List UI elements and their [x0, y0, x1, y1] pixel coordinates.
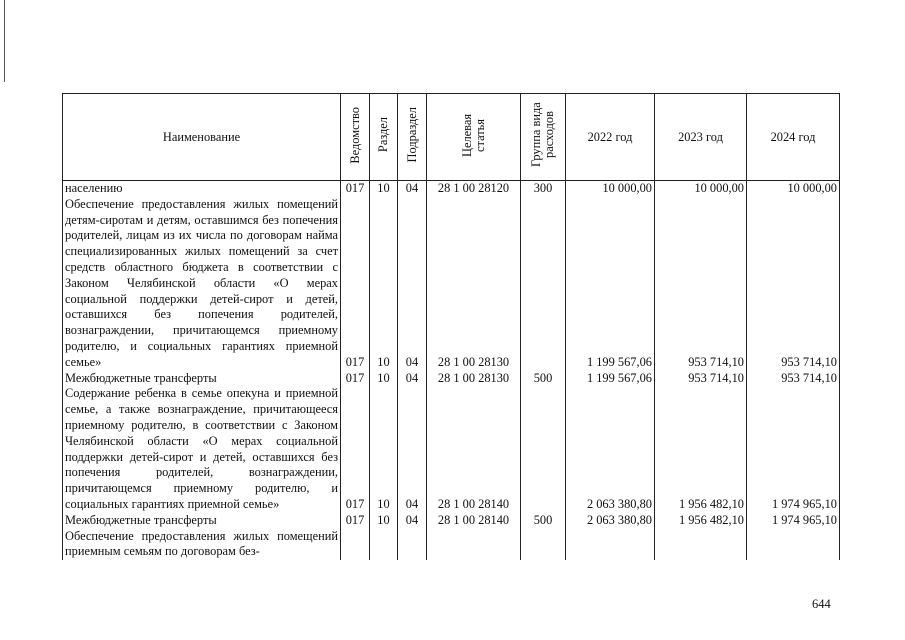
cell-2022: 1 199 567,06 — [566, 371, 655, 387]
budget-table — [62, 93, 840, 560]
cell-2024: 953 714,10 — [747, 371, 840, 387]
cell-target-article — [427, 529, 521, 561]
page-number: 644 — [812, 597, 831, 611]
table-row — [63, 197, 840, 371]
cell-2024: 10 000,00 — [747, 181, 840, 197]
cell-2022: 2 063 380,80 — [566, 513, 655, 529]
cell-name: Обеспечение предоставления жилых помещений приемным семьям по договорам без- — [63, 529, 341, 561]
cell-podrazdel: 04 — [398, 181, 427, 197]
table-row — [63, 386, 840, 512]
header-2022: 2022 год — [566, 94, 655, 181]
cell-target-article: 28 1 00 28140 — [427, 513, 521, 529]
cell-podrazdel: 04 — [398, 371, 427, 387]
cell-target-article: 28 1 00 28120 — [427, 181, 521, 197]
cell-vedomstvo: 017 — [341, 181, 370, 197]
cell-2023 — [655, 529, 747, 561]
cell-razdel: 10 — [370, 197, 398, 371]
cell-vedomstvo: 017 — [341, 371, 370, 387]
cell-name: Содержание ребенка в семье опекуна и приемной семье, а также вознаграждение, причитающееся приемному родителю, в соответствии с Законом Челябинской области «О мерах социальной поддержки детей-сирот и детей, оставшихся без попечения родителей, вознаграждении, причитающемся приемному родителю, и социальных гарантиях приемной семье» — [63, 386, 341, 512]
cell-razdel: 10 — [370, 371, 398, 387]
cell-name: Межбюджетные трансферты — [63, 371, 341, 387]
header-expense-group: Группа вида расходов — [521, 94, 566, 181]
cell-expense-group: 500 — [521, 371, 566, 387]
cell-expense-group — [521, 386, 566, 512]
cell-target-article: 28 1 00 28130 — [427, 371, 521, 387]
header-razdel: Раздел — [370, 94, 398, 181]
cell-2024: 1 974 965,10 — [747, 513, 840, 529]
cell-2024: 1 974 965,10 — [747, 386, 840, 512]
table-row — [63, 371, 840, 387]
header-vedomstvo: Ведомство — [341, 94, 370, 181]
cell-razdel: 10 — [370, 181, 398, 197]
header-name: Наименование — [63, 94, 341, 181]
cell-expense-group — [521, 197, 566, 371]
cell-podrazdel: 04 — [398, 386, 427, 512]
cell-podrazdel: 04 — [398, 513, 427, 529]
cell-2022: 1 199 567,06 — [566, 197, 655, 371]
header-podrazdel: Подраздел — [398, 94, 427, 181]
cell-2024: 953 714,10 — [747, 197, 840, 371]
cell-podrazdel — [398, 529, 427, 561]
table-header-row — [63, 94, 840, 181]
table-row — [63, 529, 840, 561]
cell-2023: 953 714,10 — [655, 371, 747, 387]
header-target-article: Целевая статья — [427, 94, 521, 181]
cell-expense-group: 300 — [521, 181, 566, 197]
cell-name: Обеспечение предоставления жилых помещений детям-сиротам и детям, оставшимся без попечения родителей, лицам из их числа по договорам найма специализированных жилых помещений за счет средств областного бюджета в соответствии с Законом Челябинской области «О мерах социальной поддержки детей-сирот и детей, оставшихся без попечения родителей, вознаграждении, причитающемся приемному родителю, и социальных гарантиях приемной семье» — [63, 197, 341, 371]
cell-2022: 2 063 380,80 — [566, 386, 655, 512]
cell-2024 — [747, 529, 840, 561]
cell-2022: 10 000,00 — [566, 181, 655, 197]
cell-vedomstvo: 017 — [341, 513, 370, 529]
table-body — [63, 181, 840, 561]
table-row — [63, 181, 840, 197]
cell-2023: 953 714,10 — [655, 197, 747, 371]
cell-2023: 10 000,00 — [655, 181, 747, 197]
cell-target-article: 28 1 00 28130 — [427, 197, 521, 371]
header-2023: 2023 год — [655, 94, 747, 181]
cell-2023: 1 956 482,10 — [655, 386, 747, 512]
header-2024: 2024 год — [747, 94, 840, 181]
cell-vedomstvo — [341, 529, 370, 561]
cell-razdel — [370, 529, 398, 561]
cell-target-article: 28 1 00 28140 — [427, 386, 521, 512]
cell-2022 — [566, 529, 655, 561]
cell-2023: 1 956 482,10 — [655, 513, 747, 529]
cell-podrazdel: 04 — [398, 197, 427, 371]
cell-expense-group — [521, 529, 566, 561]
cell-name: населению — [63, 181, 341, 197]
cell-vedomstvo: 017 — [341, 386, 370, 512]
page-margin-line — [4, 0, 5, 82]
cell-razdel: 10 — [370, 386, 398, 512]
cell-expense-group: 500 — [521, 513, 566, 529]
table-row — [63, 513, 840, 529]
cell-vedomstvo: 017 — [341, 197, 370, 371]
cell-name: Межбюджетные трансферты — [63, 513, 341, 529]
cell-razdel: 10 — [370, 513, 398, 529]
